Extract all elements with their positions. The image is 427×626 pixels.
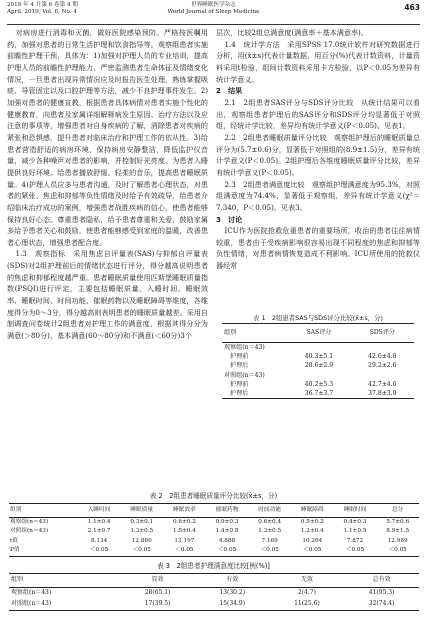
table-cell: 护理前 [230,353,249,361]
table-cell: 15(34.9) [195,599,270,610]
table-cell: 0.4±0.3 [343,519,367,525]
table-cell: 观察组(n＝43) [10,519,49,525]
table-row [222,352,414,361]
table-header: 组别 [9,574,120,588]
table-cell: t值 [10,537,18,544]
table-header: 总分 [376,504,419,518]
table-cell: ＜0.05 [120,546,163,556]
table-cell: ＜0.05 [334,546,377,556]
table-header: 睡眠质量 [120,504,163,518]
table-row [9,588,419,599]
table-cell: 13.197 [174,537,195,544]
page-number: 463 [404,3,420,12]
table-cell: P值 [9,546,78,556]
table-header: 有效 [195,574,270,588]
table-cell: 0.6±0.2 [172,519,196,525]
table-header: 组别 [9,504,78,518]
section-heading: 3 讨论 [216,214,243,224]
table-cell: ＜0.05 [206,546,249,556]
table-cell: 1.2±0.4 [300,528,324,535]
table-cell: 10.264 [302,537,323,544]
table-cell: 1.3±0.5 [258,528,282,535]
table-cell: 1.1±0.5 [343,528,367,535]
table3 [9,573,419,611]
table-cell: 0.5±0.2 [300,519,324,525]
header-center [7,2,420,16]
table-header: 睡眠障碍 [291,504,334,518]
table-header: 催眠药物 [206,504,249,518]
table-cell: 7.169 [261,537,278,544]
table-cell: 8.9±1.5 [386,528,410,535]
table1-group-name: 对照组(n＝43) [224,371,265,379]
table-cell: 护理后 [230,362,249,370]
table-cell: 37.8±3.9 [351,389,414,399]
table-cell: 对照组(n＝43) [9,599,120,610]
table-cell: 1.3±0.5 [130,528,154,535]
right-paragraph: 层次，比较2组总满意度(满意率＋基本满意率)。 [216,28,368,37]
table3-caption: 表 3 2组患者护理满意度比较[例(%)] [157,562,270,570]
table-cell: ＜0.05 [248,546,291,556]
table1-header-sas: SAS评分 [287,324,350,343]
table-cell: 13(30.2) [219,589,246,596]
table2-caption: 表 2 2组患者睡眠质量评分比较(x̄±s，分) [149,492,278,500]
table-row [9,599,419,610]
table-header: 无效 [270,574,345,588]
table-cell: 40.3±5.1 [304,353,334,361]
table-header: 睡眠时间 [334,504,377,518]
table-row [222,380,414,389]
table-cell: ＜0.05 [376,546,419,556]
running-header [7,2,420,25]
table-cell: 7.872 [346,537,364,544]
table-header: 入睡时间 [78,504,121,518]
table-cell: 护理后 [222,389,287,399]
table1-group-row [222,371,414,380]
table-cell: 36.7±3.7 [287,389,350,399]
table-cell: 0.3±0.1 [130,519,154,525]
table-cell: 17(39.5) [120,599,195,610]
table-cell: 42.6±4.8 [368,353,397,361]
table-row [9,546,419,556]
right-paragraph: 2.2 2组患者睡眠质量评分比较 观察组护理后的睡眠质量总评分为(5.7±0.6)分，显著低于对照组的(8.9±1.5)分，差异有统计学意义(P＜0.05)。2组护理后各维度睡眠质量评分比较，差异有统计学意义(P＜0.05)。 [216,132,420,177]
table-cell: 29.2±2.6 [368,362,397,370]
table1-group-name: 观察组(n＝43) [224,344,265,351]
table-cell: 28.6±2.9 [304,362,334,370]
journal-issue-en: April. 2019, Vol. 6, No. 4 [7,9,77,15]
right-paragraph: 2.1 2组患者SAS评分与SDS评分比较 从统计结果可以看出，观察组患者护理后的SAS评分和SDS评分均显著低于对照组，经统计学比较，差异均有统计学意义(P＜0.05)。见表1。 [216,97,420,131]
left-paragraph: 对病房进行消毒和灭菌，做好医院感染预防。严格按医嘱用药，加强对患者的日常生活护理和饮食指导等。观察组患者实施前瞻性护理干预，具体为：1)加强对护理人员的专业培训，提高护理人员的前瞻性护理能力，严密监测患者生命体征及情绪变化情况，一旦患者出现异常情况应及时报告医生处理，熟练掌握吸痰、导管固定以及口腔护理等方法，减少不良护理事件发生。2)加强对患者的健康宣教，根据患者具体病情对患者实施个性化的健康教育，向患者及家属详细解释病发生原因、治疗方法以及应注意的事项等，增强患者对自身疾病的了解，消除患者对疾病的紧张和恐惧感，提升患者对临床治疗和护理工作的依从性。3)给患者营造舒适的病房环境，保持病房安静整洁，降低监护仪音量，减少各种噪声对患者的影响，并控制好光亮度，为患者入睡提供良好环境。给患者播放舒缓、轻柔的音乐，提高患者睡眠质量。4)护理人员应多与患者沟通，及时了解患者心理状态，对患者的紧张、焦虑和抑郁等负性情绪及时给予有效疏导，给患者介绍临床治疗成功的案例，增强患者战胜疾病的信心，使患者能够保持良好心态。尊重患者隐私，给予患者尊重和关爱，鼓励家属多给予患者关心和鼓励，使患者能够感受到家庭的温暖，改善患者心理状态，增强患者配合度。 [7,28,208,247]
table-cell: 41(95.3) [368,589,395,596]
table1-caption: 表 1 2组患者SAS与SDS评分比较(x̄±s，分) [253,314,383,322]
table-cell: ＜0.05 [291,546,334,556]
table-cell: 1.1±0.4 [87,519,111,525]
table-cell: 8.134 [90,537,108,544]
table-header: 总有效 [344,574,419,588]
table-row [222,361,414,370]
table1-group-row [222,343,414,353]
table-row [9,527,419,536]
right-paragraph: ICU作为医院抢救危重患者的重要场所，收治的患者往往病情较重，患者由于受疾病影响很容易出现不同程度的焦虑和抑郁等负性情绪，对患者病情恢复造成不利影响。ICU所使用的抢救仪器经常 [216,226,420,271]
table-cell: 11(25.6) [270,599,345,610]
table2 [9,503,419,557]
table1 [222,323,414,399]
left-paragraph: 1.3 观察指标 采用焦虑自评量表(SAS)与抑郁自评量表(SDS)对2组护理前后的情绪状态进行评分，得分越高说明患者的焦虑和抑郁程度越严重。患者睡眠质量使用匹斯堡睡眠质量指数(PSQI)进行评定，主要包括睡眠质量、入睡时间、睡眠效率、睡眠时间、时间功能、催眠药物以及睡眠障碍等维度，各维度得分为0～3分，得分越高则表明患者的睡眠质量越差。采用自制调查问卷统计2组患者对护理工作的满意度，根据其得分分为满意(＞80分)、基本满意(60～80分)和不满意(＜60分)3个 [7,249,208,341]
journal-name-en: World Journal of Sleep Medicine [167,9,260,15]
table1-header-sds: SDS评分 [351,324,414,343]
table1-header-group: 组别 [222,324,287,343]
table-cell: ＜0.05 [163,546,206,556]
right-paragraph: 1.4 统计学方法 采用SPSS 17.0统计软件对研究数据进行分析，用(x̄±s)代表计量数据，用百分(%)代表计数资料，计量资料采用t检验，组间计数资料采用卡方检验，以P＜0.05为差异有统计学意义。 [216,39,420,84]
table-cell: 42.7±4.6 [368,380,397,388]
table-header: 时间功能 [248,504,291,518]
table-cell: 5.7±0.6 [386,519,410,525]
table-cell: 观察组(n＝43) [11,589,52,596]
table-cell: 12.989 [387,537,408,544]
table-cell: 护理前 [230,380,249,388]
table-cell: 2.1±0.7 [87,528,111,535]
table-cell: 0.6±0.4 [258,519,282,525]
table-row [9,518,419,528]
table-cell: 12.860 [131,537,152,544]
table-cell: ＜0.05 [78,546,121,556]
journal-name-cn: 世界睡眠医学杂志 [191,2,236,8]
table-cell: 40.2±5.3 [304,380,334,388]
table-header: 显效 [120,574,195,588]
table-cell: 2(4.7) [297,589,316,596]
table-cell: 1.4±0.8 [215,528,239,535]
table-cell: 28(65.1) [144,589,171,596]
table-cell: 0.9±0.3 [215,519,239,525]
table-header: 睡眠效率 [163,504,206,518]
table-cell: 4.888 [218,537,236,544]
table-row [222,389,414,399]
table-cell: 1.5±0.4 [172,528,196,535]
section-heading: 2 结果 [216,86,243,96]
journal-issue-cn: 2019 年 4 月第 6 卷第 4 期 [7,2,78,8]
right-column [216,27,420,272]
left-column [7,27,208,342]
table-cell: 对照组(n＝43) [10,528,49,535]
right-paragraph: 2.3 2组患者满意度比较 观察组护理满意度为95.3%，对照组满意度为74.4%，显著低于观察组，差异有统计学意义(χ²＝7.340，P＜0.05)。见表3。 [216,179,420,212]
table-cell: 32(74.4) [344,599,419,610]
table-row [9,537,419,546]
